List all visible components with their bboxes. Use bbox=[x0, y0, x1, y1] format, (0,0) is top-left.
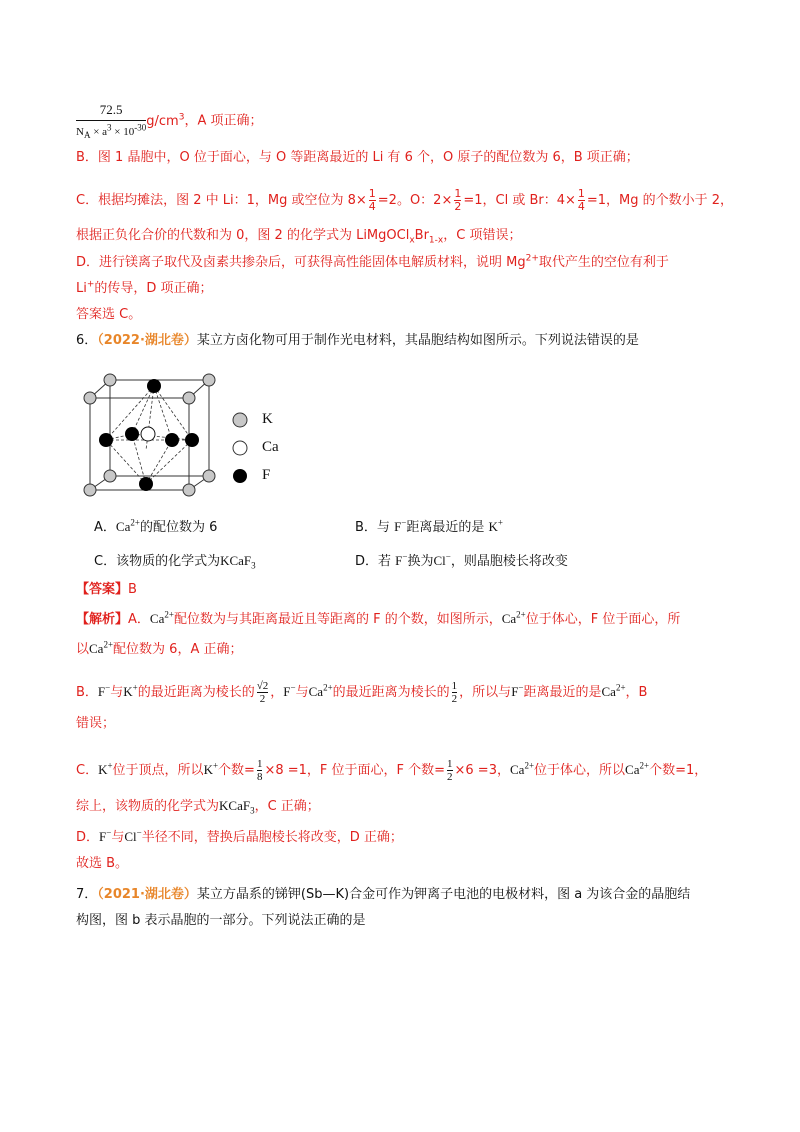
fraction: $\frac{1}{4}$ bbox=[368, 187, 376, 213]
crystal-cell-diagram bbox=[78, 368, 228, 502]
prev-option-d-line1: D．进行镁离子取代及卤素共掺杂后，可获得高性能固体电解质材料，说明 $Mg^{2+}$取代产生的空位有利于 bbox=[76, 253, 669, 270]
k-atom-icon bbox=[232, 412, 248, 428]
question-number: 7． bbox=[76, 887, 98, 902]
fraction: $\frac{1}{8}$ bbox=[256, 758, 263, 783]
f-atom bbox=[139, 477, 153, 491]
f-atom bbox=[125, 427, 139, 441]
q6-analysis-c-line1: C．K+位于顶点，所以K+个数= $\frac{1}{8}$ ×8 =1，F 位于面心，F 个数= $\frac{1}{2}$ ×6 =3，$Ca^{2+}$位于体心，所以$Ca^{2+}$个数=1， bbox=[76, 758, 708, 783]
q6-analysis-b-line2: 错误； bbox=[76, 716, 116, 731]
k-atom bbox=[84, 484, 96, 496]
density-fraction bbox=[76, 100, 146, 142]
q6-analysis-c-line2: 综上，该物质的化学式为KCaF$_3$，C 正确； bbox=[76, 798, 320, 816]
fraction: $\frac{1}{2}$ bbox=[454, 187, 462, 213]
f-atom bbox=[185, 433, 199, 447]
legend-k: K bbox=[232, 411, 273, 428]
q6-option-d: D．若 F−换为Cl−，则晶胞棱长将改变 bbox=[355, 551, 568, 569]
ca-atom-icon bbox=[232, 440, 248, 456]
q6-option-a: A．$Ca^{2+}$的配位数为 6 bbox=[94, 517, 218, 535]
k-atom bbox=[183, 392, 195, 404]
f-atom bbox=[147, 379, 161, 393]
q6-analysis-b-line1: B．F−与K+的最近距离为棱长的 $\frac{√2}{2}$ ，F−与$Ca^{2+}$的最近距离为棱长的 $\frac{1}{2}$ ，所以与F−距离最近的是$Ca^{2+}$，B bbox=[76, 680, 648, 705]
density-numerator: 72.5 bbox=[76, 100, 146, 121]
fraction: $\frac{√2}{2}$ bbox=[256, 680, 269, 705]
k-atom bbox=[203, 374, 215, 386]
question-text: 某立方晶系的锑钾(Sb—K)合金可作为钾离子电池的电极材料，图 a 为该合金的晶胞结 bbox=[196, 887, 691, 902]
k-atom bbox=[203, 470, 215, 482]
question-number: 6． bbox=[76, 333, 98, 348]
prev-option-b: B．图 1 晶胞中，O 位于面心，与 O 等距离最近的 Li 有 6 个，O 原子的配位数为 6，B 项正确； bbox=[76, 150, 639, 165]
prev-answer: 答案选 C。 bbox=[76, 307, 142, 322]
question-source: （2022·湖北卷） bbox=[97, 333, 197, 348]
density-line bbox=[76, 100, 262, 142]
q7-stem-line2: 构图，图 b 表示晶胞的一部分。下列说法正确的是 bbox=[76, 913, 366, 928]
q6-stem bbox=[76, 331, 639, 351]
fraction: $\frac{1}{4}$ bbox=[577, 187, 585, 213]
q6-conclusion: 故选 B。 bbox=[76, 856, 129, 871]
f-atom bbox=[99, 433, 113, 447]
q6-option-b: B．与 F−距离最近的是 K+ bbox=[355, 517, 503, 535]
k-atom bbox=[183, 484, 195, 496]
k-atom bbox=[84, 392, 96, 404]
q6-analysis-d: D．F−与Cl−半径不同，替换后晶胞棱长将改变，D 正确； bbox=[76, 827, 403, 845]
q6-option-c: C．该物质的化学式为KCaF$_3$ bbox=[94, 553, 256, 571]
q7-stem-line1 bbox=[76, 885, 690, 905]
k-atom bbox=[104, 470, 116, 482]
k-atom bbox=[104, 374, 116, 386]
density-unit: $g/cm^3$ bbox=[146, 112, 185, 129]
ca-atom bbox=[141, 427, 155, 441]
question-text: 某立方卤化物可用于制作光电材料，其晶胞结构如图所示。下列说法错误的是 bbox=[196, 333, 639, 348]
prev-option-c-line2: 根据正负化合价的代数和为 0，图 2 的化学式为 $LiMgOCl_xBr_{1-x}$，C 项错误； bbox=[76, 228, 522, 246]
prev-option-c-line1: C．根据均摊法，图 2 中 Li：1，Mg 或空位为 8× $\frac{1}{4}$ =2。O：2× $\frac{1}{2}$ =1，Cl 或 Br：4× $\frac{1}{4}$ =1，Mg 的个数小于 2， bbox=[76, 187, 734, 213]
f-atom-icon bbox=[232, 468, 248, 484]
legend-ca: Ca bbox=[232, 439, 279, 456]
f-atom bbox=[165, 433, 179, 447]
legend-f: F bbox=[232, 467, 270, 484]
prev-option-d-line2: Li+的传导，D 项正确； bbox=[76, 279, 213, 296]
question-source: （2021·湖北卷） bbox=[97, 887, 197, 902]
density-denominator: $N_A \times a^3 \times 10^{-30}$ bbox=[76, 122, 147, 141]
fraction: $\frac{1}{2}$ bbox=[451, 680, 458, 705]
q6-analysis-a-line2: 以$Ca^{2+}$配位数为 6，A 正确； bbox=[76, 639, 243, 657]
fraction: $\frac{1}{2}$ bbox=[447, 758, 453, 783]
q6-analysis-a-line1: 【解析】A．$Ca^{2+}$配位数为与其距离最近且等距离的 F 的个数，如图所示，$Ca^{2+}$位于体心，F 位于面心，所 bbox=[76, 609, 681, 627]
density-conclusion: ，A 项正确； bbox=[184, 113, 263, 129]
q6-answer: 【答案】B bbox=[76, 582, 137, 597]
